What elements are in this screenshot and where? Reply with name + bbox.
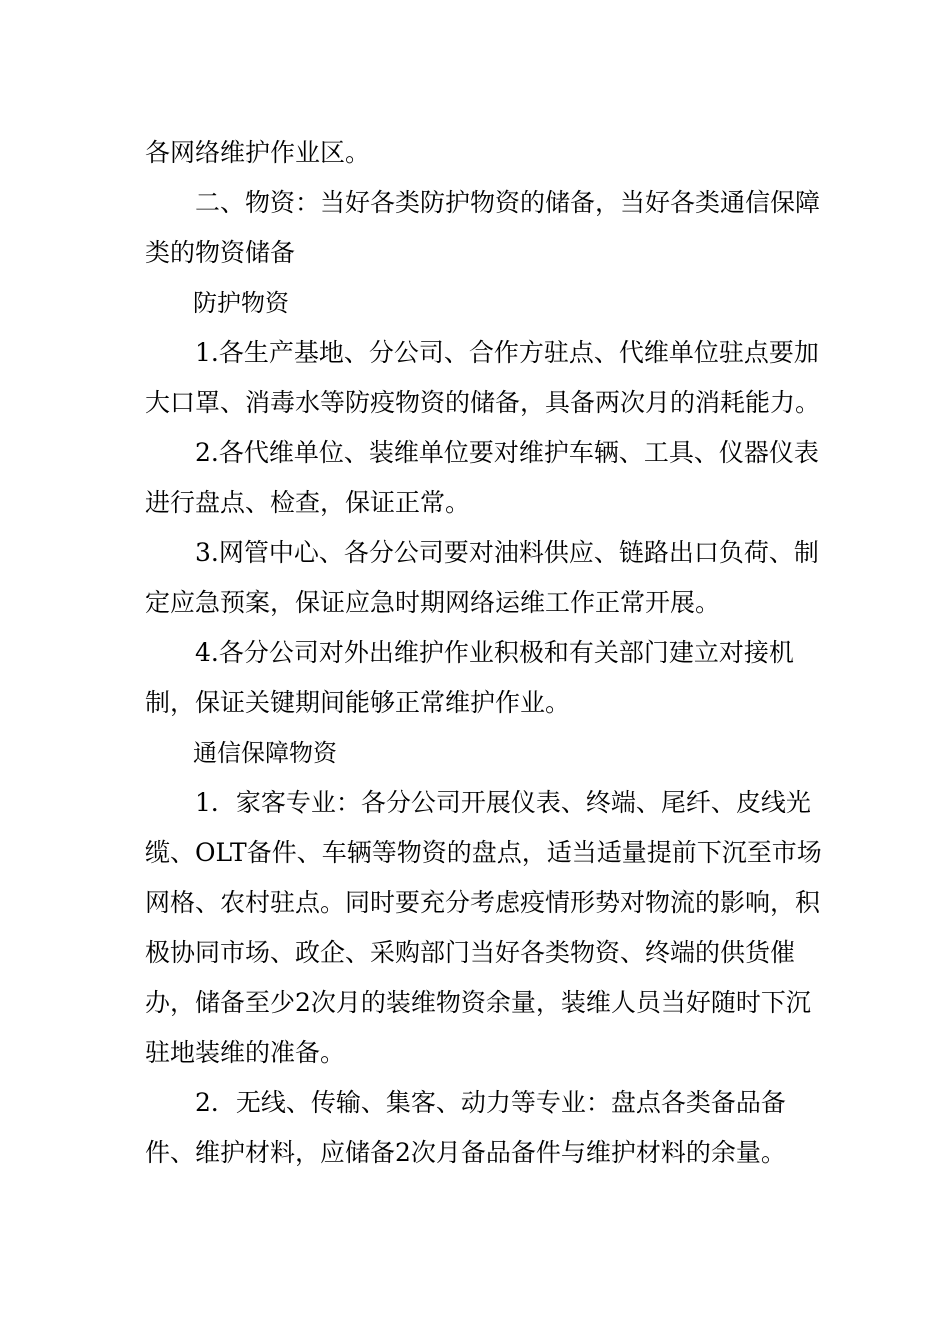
subheading-communication-materials: 通信保障物资 — [193, 739, 337, 767]
list-item-communication-1: 1．家客专业：各分公司开展仪表、终端、尾纤、皮线光缆、OLT备件、车辆等物资的盘点，适当适量提前下沉至市场网格、农村驻点。同时要充分考虑疫情形势对物流的影响，积极协同市场、政企、采购部门当好各类物资、终端的供货催办，储备至少2次月的装维物资余量，装维人员当好随时下沉驻地装维的准备。 — [145, 788, 822, 1067]
paragraph-continuation: 各网络维护作业区。 — [145, 138, 371, 167]
list-item-protective-3: 3.网管中心、各分公司要对油料供应、链路出口负荷、制定应急预案，保证应急时期网络运维工作正常开展。 — [145, 538, 819, 617]
document-body — [145, 128, 825, 1178]
list-item-protective-1: 1.各生产基地、分公司、合作方驻点、代维单位驻点要加大口罩、消毒水等防疫物资的储备，具备两次月的消耗能力。 — [145, 338, 821, 417]
list-item-protective-2: 2.各代维单位、装维单位要对维护车辆、工具、仪器仪表进行盘点、检查，保证正常。 — [145, 438, 819, 517]
list-item-communication-2: 2．无线、传输、集客、动力等专业：盘点各类备品备件、维护材料，应储备2次月备品备件与维护材料的余量。 — [145, 1088, 786, 1167]
section-heading-materials: 二、物资：当好各类防护物资的储备，当好各类通信保障类的物资储备 — [145, 188, 821, 267]
subheading-protective-materials: 防护物资 — [193, 289, 289, 317]
list-item-protective-4: 4.各分公司对外出维护作业积极和有关部门建立对接机制，保证关键期间能够正常维护作业。 — [145, 638, 794, 717]
